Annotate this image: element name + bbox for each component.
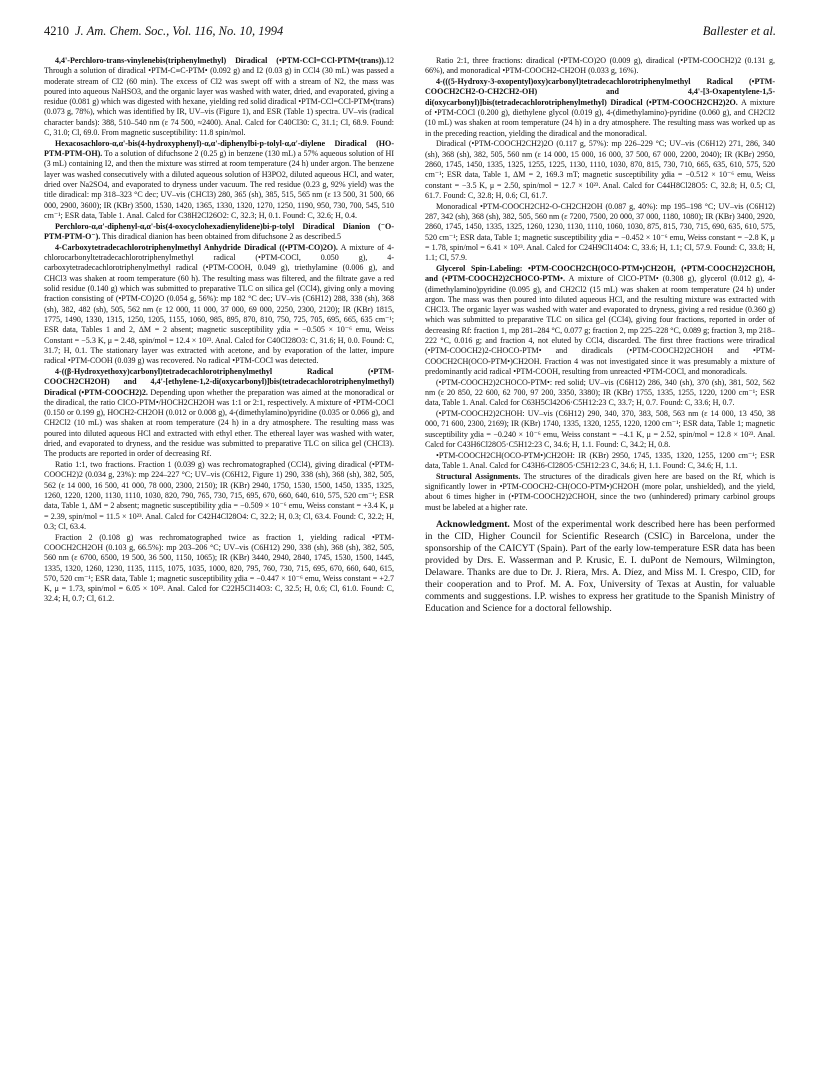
paragraph bbox=[425, 409, 775, 450]
journal-citation: J. Am. Chem. Soc., Vol. 116, No. 10, 1994 bbox=[75, 24, 284, 38]
acknowledgment-title: Acknowledgment. bbox=[436, 519, 510, 531]
paragraph bbox=[44, 243, 394, 367]
paragraph bbox=[425, 202, 775, 264]
paragraph-text: (•PTM-COOCH2)2CHOCO-PTM•: red solid; UV–vis (C6H12) 286, 340 (sh), 370 (sh), 381, 502, 562 nm (ε 20 850, 22 600, 62 700, 97 200, 3350, 3380); IR (KBr) 1755, 1335, 1255, 1220, 1200 cm⁻¹; ESR data, Table 1. Anal. Calcd for C63H5Cl42O6·C5H12:23 C, 33.7; H, 0.7. Found: C, 33.6; H, 0.7. bbox=[425, 377, 775, 408]
paragraph bbox=[425, 451, 775, 472]
page-header bbox=[44, 24, 776, 44]
paragraph bbox=[44, 367, 394, 460]
paragraph-title: 4-Carboxytetradecachlorotriphenylmethyl Anhydride Diradical ((•PTM-CO)2O). bbox=[55, 242, 338, 252]
paragraph bbox=[44, 460, 394, 532]
paragraph-title: Glycerol Spin-Labeling: •PTM-COOCH2CH(OCO-PTM•)CH2OH, (•PTM-COOCH2)2CHOH, and (•PTM-COOCH2)2CHOCO-PTM•. bbox=[425, 263, 775, 284]
paragraph-text: •PTM-COOCH2CH(OCO-PTM•)CH2OH: IR (KBr) 2950, 1745, 1335, 1320, 1255, 1200 cm⁻¹; ESR data, Table 1. Anal. Calcd for C43H6-Cl28O5·C5H12:23 C, 34.6; H, 1.1. Found: C, 34.6; H, 1.1. bbox=[425, 450, 775, 471]
paragraph-text: Monoradical •PTM-COOCH2CH2-O-CH2CH2OH (0.087 g, 40%): mp 195–198 °C; UV–vis (C6H12) 287, 342 (sh), 368 (sh), 382, 505, 560 nm (ε 7200, 7500, 20 000, 37 000, 1180, 1080); IR (KBr) 3400, 2920, 2860, 1745, 1450, 1335, 1325, 1260, 1230, 1130, 1110, 1060, 1030, 875, 815, 730, 715, 690, 635, 610, 575, 520 cm⁻¹; ESR data, Table 1; magnetic susceptibility χdia = −0.452 × 10⁻⁶ emu, Weiss constant = −2.8 K, μ = 1.78, spin/mol = 6.41 × 10²³. Anal. Calcd for C24H9Cl14O4: C, 33.6; H, 1.1; Cl, 57.9. Found: C, 33.8; H, 1.1; Cl, 57.9. bbox=[425, 201, 775, 263]
paragraph bbox=[44, 139, 394, 221]
paragraph bbox=[425, 56, 775, 77]
paragraph-text: 12 Through a solution of diradical •PTM-C≡C-PTM• (0.092 g) and I2 (0.03 g) in CCl4 (30 mL) was passed a moderate stream of Cl2 (60 min). The excess of Cl2 was swept off with a stream of N2, the mass was poured into aqueous NaHSO3, and the organic layer was washed with water, dried, and evaporated, giving a residue (0.081 g) which was digested with hexane, yielding red solid diradical •PTM-CCl=CCl-PTM•(trans) (0.073 g, 78%), which was identified by IR, UV–vis (Figure 1), and ESR (Table 1) spectra. UV–vis (radical character bands): 388, 510–540 nm (ε 74 500, ≈2400). Anal. Calcd for C40Cl30: C, 31.1; Cl, 68.9. Found: C, 31.0; Cl, 69.0. From magnetic susceptibility: 11.8 spin/mol. bbox=[44, 56, 394, 138]
paragraph-text: (•PTM-COOCH2)2CHOH: UV–vis (C6H12) 290, 340, 370, 383, 508, 563 nm (ε 14 000, 13 450, 38 000, 71 600, 2300, 2169); IR (KBr) 1740, 1335, 1320, 1255, 1220, 1200 cm⁻¹; ESR data, Table 1; magnetic susceptibility χdia = −0.240 × 10⁻⁶ emu, Weiss constant = −4.1 K, μ = 2.52, spin/mol = 12.8 × 10²³. Anal. Calcd for C43H6Cl28O5·C5H12:23 C, 34.6; H, 1.1. Found: C, 34.2; H, 0.8. bbox=[425, 409, 775, 449]
paragraph-text: To a solution of difuchsone 2 (0.25 g) in benzene (130 mL) a 57% aqueous solution of HI (3 mL) containing I2, and then the mixture was stirred at room temperature (24 h) under argon. The benzene layer was washed consecutively with a diluted aqueous solution of H3PO2, diluted aqueous HCl, and water, dried over Na2SO4, and evaporated to dryness under vacuum. The red residue (0.23 g, 92% yield) was the title diradical: mp 318–323 °C dec; UV–vis (CHCl3) 280, 365 (sh), 385, 515, 565 nm (ε 13 500, 31 500, 66 000, 2900, 3600); IR (KBr) 3500, 1530, 1420, 1365, 1330, 1320, 1270, 1250, 1190, 950, 730, 700, 545, 510 cm⁻¹; ESR data, Table 1. Anal. Calcd for C38H2Cl26O2: C, 32.3; H, 0.1. Found: C, 32.6; H, 0.4. bbox=[44, 149, 394, 220]
paragraph bbox=[44, 56, 394, 138]
paragraph-title: Structural Assignments. bbox=[436, 471, 521, 481]
paragraph bbox=[425, 77, 775, 139]
paragraph-title: 4,4'-Perchloro-trans-vinylenebis(triphenylmethyl) Diradical (•PTM-CCl=CCl-PTM•(trans)). bbox=[55, 56, 386, 65]
paragraph-text: This diradical dianion has been obtained from difuchsone 2 as described.5 bbox=[100, 232, 342, 242]
right-column bbox=[425, 56, 775, 615]
paragraph bbox=[44, 222, 394, 243]
paragraph bbox=[425, 472, 775, 513]
paragraph-title: Hexacosachloro-α,α'-bis(4-hydroxyphenyl)-α,α'-diphenylbi-p-tolyl-α,α'-diylene Diradical (HO-PTM-PTM-OH). bbox=[44, 138, 394, 159]
paragraph-text: Ratio 2:1, three fractions: diradical (•PTM-CO)2O (0.009 g), diradical (•PTM-COOCH2)2 (0.131 g, 66%), and monoradical •PTM-COOCH2-CH2OH (0.033 g, 16%). bbox=[425, 56, 775, 76]
paragraph-text: A mixture of •PTM-COCl (0.200 g), diethylene glycol (0.019 g), 4-(dimethylamino)-pyridine (0.060 g), and CH2Cl2 (10 mL) was shaken at room temperature (24 h) in a dry atmosphere. The resulting mass was worked up as in the preceding reaction, yielding the diradical and the monoradical. bbox=[425, 97, 775, 138]
paragraph-text: Depending upon whether the preparation was aimed at the monoradical or the diradical, the ratio CICO-PTM•/HOCH2CH2OH was 1:1 or 2:1, respectively. A mixture of •PTM-COCl (0.150 or 0.199 g), HOCH2-CH2OH (0.012 or 0.008 g), 4-(dimethylamino)pyridine (0.035 or 0.066 g), and CH2Cl2 (10 mL) was shaken at room temperature (24 h) in a dry atmosphere. The resulting mass was poured into diluted aqueous HCl and extracted with ethyl ether. The ethereal layer was washed with water, dried, and evaporated to dryness, and the residue was submitted to preparative TLC on silica gel (CHCl3). The products are reported in order of decreasing Rf. bbox=[44, 387, 394, 459]
paragraph bbox=[425, 378, 775, 409]
paragraph-title: 4-((β-Hydroxyethoxy)carbonyl)tetradecachlorotriphenylmethyl Radical (•PTM-COOCH2CH2OH) and 4,4'-[ethylene-1,2-di(oxycarbonyl)]bis(tetradecachlorotriphenylmethyl) Diradical (•PTM-COOCH2)2. bbox=[44, 366, 394, 397]
acknowledgment-paragraph bbox=[425, 519, 775, 615]
paragraph-title: Perchloro-α,α'-diphenyl-α,α'-bis(4-oxocyclohexadienylidene)bi-p-tolyl Diradical Dianion (⁻O-PTM-PTM-O⁻). bbox=[44, 221, 394, 242]
page-number: 4210 bbox=[44, 24, 69, 38]
acknowledgment-text: Most of the experimental work described here has been performed in the CID, Higher Council for Scientific Research (CSIC) in Barcelona, under the sponsorship of the CAICYT (Spain). Part of the early low-temperature ESR data has been provided by Drs. E. Wasserman and P. Krusic, E. I. duPont de Nemours, Wilmington, Delaware. Thanks are due to Dr. J. Riera, Mrs. A. Díez, and Miss M. I. Crespo, CID, for their cooperation and to Prof. M. A. Fox, University of Texas at Austin, for valuable comments and suggestions. I.P. wishes to express her gratitude to the Spanish Ministry of Education and Science for a doctoral fellowship. bbox=[425, 519, 775, 615]
left-column bbox=[44, 56, 394, 605]
paragraph-text: The structures of the diradicals given here are based on the Rf, which is significantly lower in •PTM-COOCH2-CH(OCO-PTM•)CH2OH (more polar, unshielded), and the yield, about 6 times higher in (•PTM-COOCH2)2CHOH, since the two (unhindered) primary carbinol groups must be labeled at a higher rate. bbox=[425, 471, 775, 512]
paragraph bbox=[44, 533, 394, 605]
paragraph-text: A mixture of 4-chlorocarbonyltetradecachlorotriphenylmethyl radical (•PTM-COCl, 0.050 g), 4-carboxytetradecachlorotriphenylmethyl radical (•PTM-COOH, 0.049 g), triethylamine (0.006 g), and CHCl3 was shaken at room temperature (60 h). The resulting mass was filtered, and the filtrate gave a red solid residue (0.140 g) which was submitted to preparative TLC on silica gel (CCl4), giving only a moving fraction consisting of (•PTM-CO)2O (0.054 g, 56%): mp 182 °C dec; UV–vis (C6H12) 288, 338 (sh), 368 (sh), 382, 482 (sh), 505, 562 nm (ε 12 000, 11 000, 37 000, 69 000, 2250, 2300, 2120); IR (KBr) 1815, 1775, 1490, 1330, 1315, 1250, 1205, 1155, 1060, 985, 895, 870, 810, 750, 725, 705, 695, 665, 635 cm⁻¹; ESR data, Tables 1 and 2, ΔM = 2 absent; magnetic susceptibility χdia = −0.505 × 10⁻⁶ emu, Weiss Constant = −5.3 K, μ = 2.48, spin/mol = 12.4 × 10²³. Anal. Calcd for C40Cl28O3: C, 31.6; H, 0.0. Found: C, 31.7; H, 0.1. The stationary layer was extracted with acetone, and by evaporation of the latter, impure radical •PTM-COOH (0.039 g) was recovered. No radical •PTM-COCl was detected. bbox=[44, 242, 395, 366]
paragraph-title: 4-(((5-Hydroxy-3-oxopentyl)oxy)carbonyl)tetradecachlorotriphenylmethyl Radical (•PTM-COOCH2CH2-O-CH2CH2-OH) and 4,4'-[3-Oxapentylene-1,5-di(oxycarbonyl)]bis(tetradecachlorotriphenylmethyl) Diradical (•PTM-COOCH2CH2)2O. bbox=[425, 77, 775, 107]
paragraph-text: Fraction 2 (0.108 g) was rechromatographed twice as fraction 1, yielding radical •PTM-COOCH2CH2OH (0.103 g, 66.5%): mp 203–206 °C; UV–vis (C6H12) 290, 338 (sh), 368 (sh), 382, 505, 560 nm (ε 6700, 6500, 19 500, 36 500, 1150, 1065); IR (KBr) 3440, 2940, 2840, 1745, 1530, 1500, 1445, 1335, 1320, 1260, 1230, 1135, 1115, 1075, 1035, 1000, 820, 795, 760, 730, 715, 695, 670, 660, 640, 615, 570, 520 cm⁻¹; ESR data, Table 1; magnetic susceptibility χdia = −0.447 × 10⁻⁶ emu, Weiss constant = +2.7 K, μ = 1.73, spin/mol = 6.05 × 10²³. Anal. Calcd for C22H5Cl14O3: C, 32.5; H, 0.6; Cl, 61.0. Found: C, 32.4; H, 0.7; Cl, 61.2. bbox=[44, 532, 394, 604]
paragraph bbox=[425, 139, 775, 201]
paragraph bbox=[425, 264, 775, 377]
running-authors: Ballester et al. bbox=[702, 24, 776, 38]
paragraph-text: Diradical (•PTM-COOCH2CH2)2O (0.117 g, 57%): mp 226–229 °C; UV–vis (C6H12) 271, 286, 340 (sh), 368 (sh), 382, 505, 560 nm (ε 14 000, 15 000, 16 000, 37 500, 67 000, 2200, 2040); IR (KBr) 2950, 2860, 1745, 1450, 1335, 1325, 1255, 1225, 1130, 1110, 1030, 870, 815, 730, 710, 665, 635, 610, 575, 520 cm⁻¹; ESR data, Table 1, ΔM = 2, 169.3 mT; magnetic susceptibility χdia = −0.512 × 10⁻⁶ emu, Weiss constant = −3.5 K, μ = 2.50, spin/mol = 12.7 × 10²³. Anal. Calcd for C44H8Cl28O5: C, 32.8; H, 0.5; Cl, 61.7. Found: C, 32.8; H, 0.6; Cl, 61.7. bbox=[425, 139, 775, 200]
paragraph-text: A mixture of ClCO-PTM• (0.308 g), glycerol (0.012 g), 4-(dimethylamino)pyridine (0.095 g), and CH2Cl2 (15 mL) was shaken at room temperature (24 h) under argon. The mass was then poured into diluted aqueous HCl, and the resulting mixture was extracted with CHCl3. The organic layer was washed with water and evaporated to dryness, giving a red residue (0.360 g) which was submitted to preparative TLC on silica gel (CCl4), giving four fractions, reported in order of decreasing Rf: fraction 1, mp 281–284 °C, 0.077 g; fraction 2, mp 225–228 °C, 0.089 g; fraction 3, mp 218–222 °C, 0.016 g; and fraction 4, not eluted by CCl4, discarded. The first three fractions were triradical (•PTM-COOCH2)2-CHOCO-PTM• and diradicals (•PTM-COOCH2)2CHOH and •PTM-COOCH2CH(OCO-PTM•)CH2OH. Fraction 4 was not investigated since it was presumably a mixture of predominantly acid radical •PTM-COOH, resulting from unreacted •PTM-COCl, and monoradicals. bbox=[425, 274, 776, 376]
paragraph-text: Ratio 1:1, two fractions. Fraction 1 (0.039 g) was rechromatographed (CCl4), giving diradical (•PTM-COOCH2)2 (0.034 g, 23%): mp 224–227 °C; UV–vis (C6H12, Figure 1) 290, 338 (sh), 368 (sh), 382, 505, 562 (ε 14 000, 16 500, 41 000, 78 000, 2300, 2150); IR (KBr) 2940, 1750, 1530, 1500, 1450, 1335, 1325, 1260, 1220, 1200, 1130, 1110, 1030, 820, 790, 765, 730, 715, 695, 670, 660, 640, 610, 575, 520 cm⁻¹; ESR data, Table 1, ΔM = 2 absent; magnetic susceptibility χdia = −0.509 × 10⁻⁶ emu, Weiss constant = +3.4 K, μ = 2.39, spin/mol = 11.5 × 10²³. Anal. Calcd for C42H4Cl28O4: C, 32.2; H, 0.3; Cl, 63.4. Found: C, 32.2; H, 0.3; Cl, 63.4. bbox=[44, 460, 394, 531]
